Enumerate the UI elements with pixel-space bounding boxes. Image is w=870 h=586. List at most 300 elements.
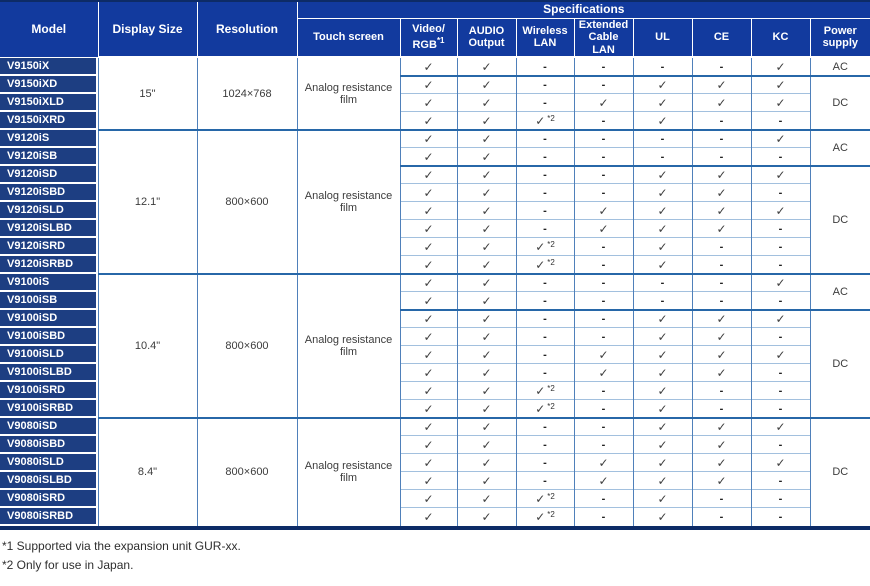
dash-mark: - bbox=[778, 186, 783, 199]
video-rgb-value-cell bbox=[400, 364, 457, 382]
model-label: V9080iSRD bbox=[0, 490, 96, 506]
wireless-lan-value-cell bbox=[516, 57, 574, 76]
video-rgb-value-cell bbox=[400, 256, 457, 274]
check-mark: ✓ bbox=[423, 149, 434, 164]
check-mark: ✓ bbox=[423, 365, 434, 380]
dash-mark: - bbox=[778, 384, 783, 397]
footnote-1: *1 Supported via the expansion unit GUR-xx. bbox=[2, 538, 241, 553]
ul-value-cell bbox=[633, 292, 692, 310]
wireless-lan-value-cell bbox=[516, 256, 574, 274]
dash-mark: - bbox=[719, 294, 724, 307]
ce-value-cell bbox=[692, 130, 751, 148]
check-mark: ✓ bbox=[423, 113, 434, 128]
footnote-ref-2: *2 bbox=[547, 113, 555, 123]
audio-output-value-cell bbox=[457, 454, 516, 472]
header-row-top bbox=[0, 1, 870, 18]
ce-value-cell bbox=[692, 508, 751, 528]
check-mark: ✓ bbox=[481, 347, 492, 362]
extended-cable-lan-value-cell bbox=[574, 364, 633, 382]
extended-cable-lan-value-cell bbox=[574, 202, 633, 220]
display-size-cell: 15" bbox=[98, 57, 197, 130]
check-mark: ✓ bbox=[481, 203, 492, 218]
audio-output-value-cell bbox=[457, 94, 516, 112]
dash-mark: - bbox=[601, 313, 606, 326]
model-cell bbox=[0, 202, 98, 220]
check-mark: ✓ bbox=[657, 185, 668, 200]
check-mark: ✓ bbox=[423, 437, 434, 452]
wireless-lan-value-cell bbox=[516, 364, 574, 382]
kc-value-cell bbox=[751, 112, 810, 130]
check-mark: ✓ bbox=[657, 510, 668, 525]
check-mark: ✓ bbox=[535, 113, 546, 128]
check-mark: ✓ bbox=[657, 168, 668, 183]
extended-cable-lan-value-cell bbox=[574, 436, 633, 454]
dash-mark: - bbox=[543, 313, 547, 326]
ul-value-cell bbox=[633, 364, 692, 382]
resolution-cell: 800×600 bbox=[197, 130, 297, 274]
wireless-lan-value-cell bbox=[516, 148, 574, 166]
model-cell bbox=[0, 436, 98, 454]
video-rgb-value-cell bbox=[400, 130, 457, 148]
check-mark: ✓ bbox=[775, 455, 786, 470]
dash-mark: - bbox=[543, 96, 547, 109]
table-row bbox=[0, 57, 870, 76]
check-mark: ✓ bbox=[481, 312, 492, 327]
extended-cable-lan-value-cell bbox=[574, 454, 633, 472]
dash-mark: - bbox=[543, 277, 547, 290]
ce-value-cell bbox=[692, 148, 751, 166]
audio-output-value-cell bbox=[457, 346, 516, 364]
check-mark: ✓ bbox=[775, 78, 786, 93]
audio-output-value-cell bbox=[457, 76, 516, 94]
ul-value-cell bbox=[633, 220, 692, 238]
dash-mark: - bbox=[660, 277, 665, 290]
extended-cable-lan-value-cell bbox=[574, 184, 633, 202]
dash-mark: - bbox=[543, 169, 547, 182]
col-header-wireless-lan: Wireless LAN bbox=[516, 18, 574, 57]
extended-cable-lan-value-cell bbox=[574, 382, 633, 400]
wireless-lan-value-cell bbox=[516, 238, 574, 256]
col-header-model: Model bbox=[0, 1, 98, 57]
check-mark: ✓ bbox=[481, 276, 492, 291]
model-cell bbox=[0, 364, 98, 382]
model-label: V9080iSD bbox=[0, 418, 96, 434]
kc-value-cell bbox=[751, 382, 810, 400]
dash-mark: - bbox=[778, 240, 783, 253]
model-cell bbox=[0, 130, 98, 148]
footnote-ref-2: *2 bbox=[547, 491, 555, 501]
model-label: V9080iSRBD bbox=[0, 508, 96, 524]
dash-mark: - bbox=[543, 204, 547, 217]
kc-value-cell bbox=[751, 202, 810, 220]
model-label: V9080iSBD bbox=[0, 436, 96, 452]
dash-mark: - bbox=[543, 456, 547, 469]
kc-value-cell bbox=[751, 94, 810, 112]
check-mark: ✓ bbox=[423, 221, 434, 236]
col-header-display-size: Display Size bbox=[98, 1, 197, 57]
ul-value-cell bbox=[633, 436, 692, 454]
video-rgb-value-cell bbox=[400, 166, 457, 184]
extended-cable-lan-value-cell bbox=[574, 310, 633, 328]
check-mark: ✓ bbox=[657, 383, 668, 398]
check-mark: ✓ bbox=[775, 276, 786, 291]
dash-mark: - bbox=[778, 438, 783, 451]
video-rgb-value-cell bbox=[400, 148, 457, 166]
check-mark: ✓ bbox=[423, 276, 434, 291]
check-mark: ✓ bbox=[598, 347, 609, 362]
check-mark: ✓ bbox=[716, 203, 727, 218]
check-mark: ✓ bbox=[423, 95, 434, 110]
dash-mark: - bbox=[601, 150, 606, 163]
wireless-lan-value-cell bbox=[516, 328, 574, 346]
check-mark: ✓ bbox=[775, 420, 786, 435]
dash-mark: - bbox=[601, 60, 606, 73]
audio-output-value-cell bbox=[457, 508, 516, 528]
dash-mark: - bbox=[778, 258, 783, 271]
extended-cable-lan-value-cell bbox=[574, 220, 633, 238]
touch-screen-cell: Analog resistance film bbox=[297, 418, 400, 528]
display-size-cell: 8.4" bbox=[98, 418, 197, 528]
check-mark: ✓ bbox=[598, 203, 609, 218]
ce-value-cell bbox=[692, 238, 751, 256]
kc-value-cell bbox=[751, 76, 810, 94]
dash-mark: - bbox=[778, 150, 783, 163]
check-mark: ✓ bbox=[535, 491, 546, 506]
check-mark: ✓ bbox=[423, 329, 434, 344]
dash-mark: - bbox=[543, 330, 547, 343]
check-mark: ✓ bbox=[657, 329, 668, 344]
dash-mark: - bbox=[543, 438, 547, 451]
wireless-lan-value-cell bbox=[516, 454, 574, 472]
kc-value-cell bbox=[751, 310, 810, 328]
extended-cable-lan-value-cell bbox=[574, 328, 633, 346]
check-mark: ✓ bbox=[481, 113, 492, 128]
check-mark: ✓ bbox=[423, 293, 434, 308]
dash-mark: - bbox=[719, 492, 724, 505]
extended-cable-lan-value-cell bbox=[574, 130, 633, 148]
kc-value-cell bbox=[751, 490, 810, 508]
check-mark: ✓ bbox=[716, 329, 727, 344]
dash-mark: - bbox=[719, 240, 724, 253]
audio-output-value-cell bbox=[457, 436, 516, 454]
footnote-ref-2: *2 bbox=[547, 239, 555, 249]
dash-mark: - bbox=[778, 222, 783, 235]
video-rgb-value-cell bbox=[400, 328, 457, 346]
dash-mark: - bbox=[543, 474, 547, 487]
check-mark: ✓ bbox=[481, 401, 492, 416]
dash-mark: - bbox=[660, 294, 665, 307]
model-label: V9150iX bbox=[0, 58, 96, 74]
check-mark: ✓ bbox=[481, 239, 492, 254]
model-label: V9150iXLD bbox=[0, 94, 96, 110]
model-label: V9080iSLD bbox=[0, 454, 96, 470]
ce-value-cell bbox=[692, 94, 751, 112]
model-label: V9120iS bbox=[0, 130, 96, 146]
dash-mark: - bbox=[601, 258, 606, 271]
dash-mark: - bbox=[778, 474, 783, 487]
check-mark: ✓ bbox=[423, 257, 434, 272]
col-header-power-supply: Power supply bbox=[810, 18, 870, 57]
video-rgb-value-cell bbox=[400, 454, 457, 472]
video-rgb-value-cell bbox=[400, 346, 457, 364]
dash-mark: - bbox=[719, 60, 724, 73]
extended-cable-lan-value-cell bbox=[574, 292, 633, 310]
check-mark: ✓ bbox=[598, 221, 609, 236]
check-mark: ✓ bbox=[535, 239, 546, 254]
ul-value-cell bbox=[633, 94, 692, 112]
audio-output-value-cell bbox=[457, 112, 516, 130]
video-rgb-value-cell bbox=[400, 400, 457, 418]
ce-value-cell bbox=[692, 472, 751, 490]
dash-mark: - bbox=[719, 384, 724, 397]
check-mark: ✓ bbox=[716, 78, 727, 93]
model-cell bbox=[0, 418, 98, 436]
dash-mark: - bbox=[543, 60, 547, 73]
wireless-lan-value-cell bbox=[516, 112, 574, 130]
ul-value-cell bbox=[633, 238, 692, 256]
check-mark: ✓ bbox=[716, 312, 727, 327]
dash-mark: - bbox=[543, 222, 547, 235]
power-supply-cell: DC bbox=[810, 76, 870, 130]
check-mark: ✓ bbox=[423, 312, 434, 327]
ce-value-cell bbox=[692, 292, 751, 310]
ul-value-cell bbox=[633, 130, 692, 148]
check-mark: ✓ bbox=[535, 510, 546, 525]
dash-mark: - bbox=[601, 330, 606, 343]
ul-value-cell bbox=[633, 148, 692, 166]
wireless-lan-value-cell bbox=[516, 166, 574, 184]
ul-value-cell bbox=[633, 256, 692, 274]
ul-value-cell bbox=[633, 328, 692, 346]
dash-mark: - bbox=[778, 114, 783, 127]
col-header-resolution: Resolution bbox=[197, 1, 297, 57]
check-mark: ✓ bbox=[657, 312, 668, 327]
check-mark: ✓ bbox=[657, 78, 668, 93]
model-cell bbox=[0, 94, 98, 112]
kc-value-cell bbox=[751, 418, 810, 436]
dash-mark: - bbox=[778, 492, 783, 505]
extended-cable-lan-value-cell bbox=[574, 346, 633, 364]
model-cell bbox=[0, 346, 98, 364]
model-cell bbox=[0, 454, 98, 472]
check-mark: ✓ bbox=[775, 312, 786, 327]
kc-value-cell bbox=[751, 220, 810, 238]
wireless-lan-value-cell bbox=[516, 94, 574, 112]
check-mark: ✓ bbox=[423, 347, 434, 362]
model-label: V9100iSRD bbox=[0, 382, 96, 398]
check-mark: ✓ bbox=[423, 455, 434, 470]
extended-cable-lan-value-cell bbox=[574, 94, 633, 112]
check-mark: ✓ bbox=[423, 203, 434, 218]
check-mark: ✓ bbox=[775, 168, 786, 183]
kc-value-cell bbox=[751, 328, 810, 346]
video-rgb-value-cell bbox=[400, 76, 457, 94]
audio-output-value-cell bbox=[457, 310, 516, 328]
ce-value-cell bbox=[692, 76, 751, 94]
footnote-ref-2: *2 bbox=[547, 401, 555, 411]
check-mark: ✓ bbox=[775, 95, 786, 110]
check-mark: ✓ bbox=[423, 59, 434, 74]
audio-output-value-cell bbox=[457, 202, 516, 220]
dash-mark: - bbox=[543, 150, 547, 163]
extended-cable-lan-value-cell bbox=[574, 76, 633, 94]
model-label: V9150iXRD bbox=[0, 112, 96, 128]
power-supply-cell: AC bbox=[810, 57, 870, 76]
wireless-lan-value-cell bbox=[516, 472, 574, 490]
video-rgb-value-cell bbox=[400, 310, 457, 328]
check-mark: ✓ bbox=[481, 132, 492, 147]
wireless-lan-value-cell bbox=[516, 346, 574, 364]
audio-output-value-cell bbox=[457, 256, 516, 274]
wireless-lan-value-cell bbox=[516, 202, 574, 220]
resolution-cell: 1024×768 bbox=[197, 57, 297, 130]
power-supply-cell: DC bbox=[810, 418, 870, 528]
check-mark: ✓ bbox=[535, 257, 546, 272]
ce-value-cell bbox=[692, 57, 751, 76]
kc-value-cell bbox=[751, 274, 810, 292]
check-mark: ✓ bbox=[481, 491, 492, 506]
check-mark: ✓ bbox=[775, 203, 786, 218]
check-mark: ✓ bbox=[481, 455, 492, 470]
model-cell bbox=[0, 310, 98, 328]
video-rgb-value-cell bbox=[400, 472, 457, 490]
dash-mark: - bbox=[778, 511, 783, 524]
footnotes bbox=[0, 530, 870, 580]
power-supply-cell: DC bbox=[810, 310, 870, 418]
check-mark: ✓ bbox=[481, 293, 492, 308]
audio-output-value-cell bbox=[457, 472, 516, 490]
ul-value-cell bbox=[633, 472, 692, 490]
resolution-cell: 800×600 bbox=[197, 418, 297, 528]
ce-value-cell bbox=[692, 400, 751, 418]
model-label: V9150iXD bbox=[0, 76, 96, 92]
kc-value-cell bbox=[751, 238, 810, 256]
col-header-video-rgb bbox=[400, 18, 457, 57]
check-mark: ✓ bbox=[775, 347, 786, 362]
check-mark: ✓ bbox=[423, 383, 434, 398]
ce-value-cell bbox=[692, 490, 751, 508]
dash-mark: - bbox=[601, 402, 606, 415]
model-label: V9100iSLD bbox=[0, 346, 96, 362]
check-mark: ✓ bbox=[716, 95, 727, 110]
wireless-lan-value-cell bbox=[516, 418, 574, 436]
extended-cable-lan-value-cell bbox=[574, 57, 633, 76]
dash-mark: - bbox=[719, 402, 724, 415]
ce-value-cell bbox=[692, 202, 751, 220]
video-rgb-value-cell bbox=[400, 382, 457, 400]
ul-value-cell bbox=[633, 202, 692, 220]
ul-value-cell bbox=[633, 400, 692, 418]
dash-mark: - bbox=[543, 366, 547, 379]
dash-mark: - bbox=[601, 294, 606, 307]
check-mark: ✓ bbox=[657, 401, 668, 416]
dash-mark: - bbox=[719, 258, 724, 271]
check-mark: ✓ bbox=[716, 221, 727, 236]
check-mark: ✓ bbox=[423, 132, 434, 147]
video-rgb-value-cell bbox=[400, 57, 457, 76]
audio-output-value-cell bbox=[457, 490, 516, 508]
ul-value-cell bbox=[633, 112, 692, 130]
check-mark: ✓ bbox=[481, 257, 492, 272]
kc-value-cell bbox=[751, 184, 810, 202]
extended-cable-lan-value-cell bbox=[574, 148, 633, 166]
wireless-lan-value-cell bbox=[516, 292, 574, 310]
video-rgb-label-line1: Video/ bbox=[412, 23, 445, 36]
col-header-ul: UL bbox=[633, 18, 692, 57]
model-cell bbox=[0, 274, 98, 292]
kc-value-cell bbox=[751, 472, 810, 490]
check-mark: ✓ bbox=[716, 185, 727, 200]
check-mark: ✓ bbox=[481, 383, 492, 398]
video-rgb-label-line2: RGB bbox=[412, 38, 437, 51]
display-size-cell: 12.1" bbox=[98, 130, 197, 274]
table-row bbox=[0, 418, 870, 436]
model-cell bbox=[0, 508, 98, 528]
check-mark: ✓ bbox=[423, 473, 434, 488]
check-mark: ✓ bbox=[423, 420, 434, 435]
dash-mark: - bbox=[601, 240, 606, 253]
video-rgb-value-cell bbox=[400, 202, 457, 220]
video-rgb-value-cell bbox=[400, 220, 457, 238]
model-cell bbox=[0, 57, 98, 76]
dash-mark: - bbox=[601, 384, 606, 397]
kc-value-cell bbox=[751, 436, 810, 454]
ce-value-cell bbox=[692, 256, 751, 274]
wireless-lan-value-cell bbox=[516, 184, 574, 202]
check-mark: ✓ bbox=[423, 168, 434, 183]
table-header bbox=[0, 1, 870, 57]
check-mark: ✓ bbox=[423, 239, 434, 254]
check-mark: ✓ bbox=[716, 455, 727, 470]
check-mark: ✓ bbox=[716, 473, 727, 488]
model-label: V9100iSB bbox=[0, 292, 96, 308]
kc-value-cell bbox=[751, 130, 810, 148]
ce-value-cell bbox=[692, 418, 751, 436]
footnote-ref-2: *2 bbox=[547, 510, 555, 520]
audio-output-value-cell bbox=[457, 274, 516, 292]
video-rgb-value-cell bbox=[400, 94, 457, 112]
ul-value-cell bbox=[633, 57, 692, 76]
check-mark: ✓ bbox=[481, 437, 492, 452]
touch-screen-cell: Analog resistance film bbox=[297, 274, 400, 418]
check-mark: ✓ bbox=[657, 203, 668, 218]
wireless-lan-value-cell bbox=[516, 76, 574, 94]
ul-value-cell bbox=[633, 508, 692, 528]
col-header-kc: KC bbox=[751, 18, 810, 57]
table-row bbox=[0, 274, 870, 292]
kc-value-cell bbox=[751, 454, 810, 472]
kc-value-cell bbox=[751, 508, 810, 528]
kc-value-cell bbox=[751, 400, 810, 418]
model-label: V9120iSBD bbox=[0, 184, 96, 200]
check-mark: ✓ bbox=[481, 365, 492, 380]
ul-value-cell bbox=[633, 346, 692, 364]
check-mark: ✓ bbox=[423, 401, 434, 416]
ce-value-cell bbox=[692, 382, 751, 400]
dash-mark: - bbox=[601, 511, 606, 524]
model-cell bbox=[0, 328, 98, 346]
check-mark: ✓ bbox=[535, 401, 546, 416]
touch-screen-cell: Analog resistance film bbox=[297, 130, 400, 274]
model-cell bbox=[0, 490, 98, 508]
wireless-lan-value-cell bbox=[516, 508, 574, 528]
check-mark: ✓ bbox=[481, 473, 492, 488]
dash-mark: - bbox=[543, 421, 547, 434]
power-supply-cell: AC bbox=[810, 274, 870, 310]
check-mark: ✓ bbox=[716, 347, 727, 362]
check-mark: ✓ bbox=[657, 455, 668, 470]
check-mark: ✓ bbox=[598, 95, 609, 110]
